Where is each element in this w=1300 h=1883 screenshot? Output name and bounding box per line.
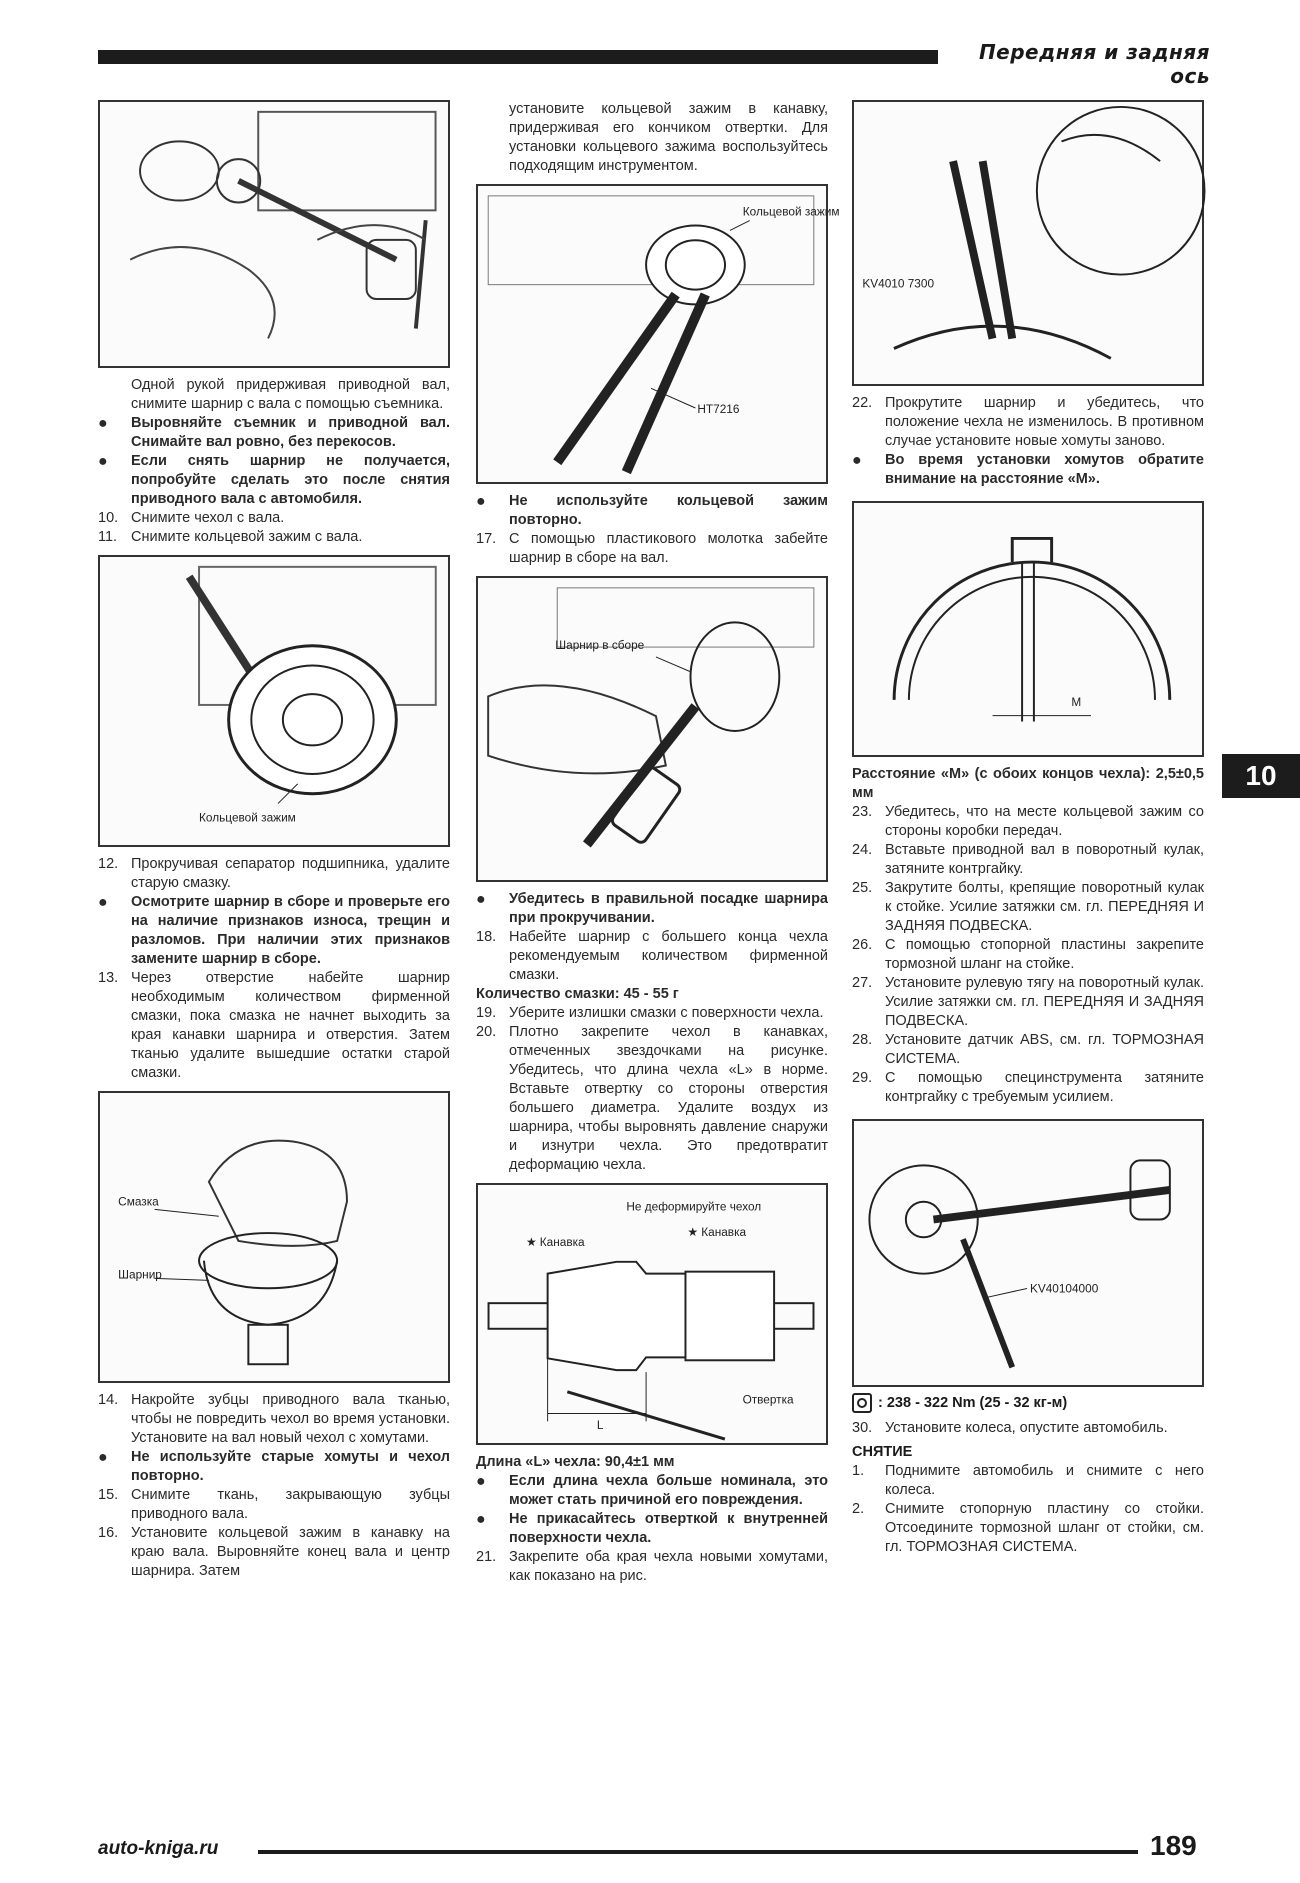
step-19: 19. Уберите излишки смазки с поверхности чехла.	[476, 1005, 824, 1021]
step-17: 17. С помощью пластикового молотка забейте шарнир в сборе на вал.	[476, 531, 828, 566]
step-27: 27. Установите рулевую тягу на поворотный кулак. Усилие затяжки см. гл. ПЕРЕДНЯЯ И ЗАДНЯЯ ПОДВЕСКА.	[852, 975, 1204, 1029]
grease-quantity: Количество смазки: 45 - 55 г	[476, 986, 679, 1002]
note-screwdriver: ● Не прикасайтесь отверткой к внутренней поверхности чехла.	[476, 1511, 828, 1546]
step-20: 20. Плотно закрепите чехол в канавках, отмеченных звездочками на рисунке. Убедитесь, что длина чехла «L» в норме. Вставьте отвертку со стороны отверстия большего диаметра. Удалите воздух из шарнира, чтобы выровнять давление снаружи и изнутри чехла. Это предотвратит деформацию чехла.	[476, 1024, 828, 1173]
figure-grease	[98, 1091, 450, 1383]
step-12: 12. Прокручивая сепаратор подшипника, удалите старую смазку.	[98, 856, 450, 891]
figure-hammer	[476, 576, 828, 882]
ring-clamp-label: Кольцевой зажим	[199, 810, 296, 825]
joint-label: Шарнир	[118, 1267, 162, 1282]
figure-boot-length	[476, 1183, 828, 1445]
snap-ring-label: Кольцевой зажим	[742, 204, 840, 219]
step-15: 15. Снимите ткань, закрывающую зубцы приводного вала.	[98, 1487, 450, 1522]
removal-heading: СНЯТИЕ	[852, 1444, 913, 1460]
note-no-reuse-clamp: ● Не используйте кольцевой зажим повторно.	[476, 493, 828, 528]
boot-length-diagram	[478, 1185, 826, 1443]
chapter-tab[interactable]: 10	[1222, 754, 1300, 798]
no-deform-label: Не деформируйте чехол	[626, 1199, 762, 1214]
step-25: 25. Закрутите болты, крепящие поворотный кулак к стойке. Усилие затяжки см. гл. ПЕРЕДНЯЯ И ЗАДНЯЯ ПОДВЕСКА.	[852, 880, 1204, 934]
column-2	[476, 100, 840, 1586]
step-21: 21. Закрепите оба края чехла новыми хомутами, как показано на рис.	[476, 1549, 828, 1584]
tool-kv4010-label: KV4010 7300	[862, 276, 935, 291]
removal-step-1: 1. Поднимите автомобиль и снимите с него колеса.	[852, 1463, 1204, 1498]
note-no-reuse: ● Не используйте старые хомуты и чехол повторно.	[98, 1449, 450, 1484]
step-24: 24. Вставьте приводной вал в поворотный кулак, затяните контргайку.	[852, 842, 1204, 877]
tool-ht7216-label: HT7216	[697, 401, 740, 416]
footer-site[interactable]: auto-kniga.ru	[98, 1838, 219, 1859]
hammer-illustration	[478, 578, 826, 880]
step-23: 23. Убедитесь, что на месте кольцевой зажим со стороны коробки передач.	[852, 804, 1204, 839]
step-13: 13. Через отверстие набейте шарнир необходимым количеством фирменной смазки, пока смазка не начнет выходить за края канавки шарнира и отверстия. Затем тканью удалите вышедшие остатки старой смазки.	[98, 970, 450, 1081]
screwdriver-label: Отвертка	[742, 1392, 794, 1407]
removal-step-2: 2. Снимите стопорную пластину со стойки. Отсоедините тормозной шланг от стойки, см. гл. ТОРМОЗНАЯ СИСТЕМА.	[852, 1501, 1204, 1555]
length-l-label: L	[596, 1418, 604, 1433]
figure-band-tool	[852, 100, 1204, 386]
boot-length: Длина «L» чехла: 90,4±1 мм	[476, 1454, 675, 1470]
column-3	[852, 100, 1204, 1557]
step-10: 10. Снимите чехол с вала.	[98, 510, 285, 526]
tool-kv40104000-label: KV40104000	[1029, 1281, 1099, 1296]
step-16-continued: установите кольцевой зажим в канавку, придерживая его кончиком отвертки. Для установки кольцевого зажима воспользуйтесь подходящим инструментом.	[509, 101, 828, 174]
figure-puller	[98, 100, 450, 368]
grease-label: Смазка	[118, 1194, 159, 1209]
grease-illustration	[100, 1093, 448, 1381]
step-16: 16. Установите кольцевой зажим в канавку на краю вала. Выровняйте конец вала и центр шарнира. Затем	[98, 1525, 450, 1579]
note-remove-later: ● Если снять шарнир не получается, попробуйте сделать это после снятия приводного вала с автомобиля.	[98, 453, 450, 507]
puller-illustration	[100, 102, 448, 366]
step-30: 30. Установите колеса, опустите автомобиль.	[852, 1420, 1168, 1436]
footer-rule	[258, 1850, 1138, 1854]
torque-wrench-icon	[852, 1393, 872, 1413]
groove-label-2: ★ Канавка	[687, 1225, 747, 1240]
column-1	[98, 100, 450, 1581]
note-boot-length: ● Если длина чехла больше номинала, это может стать причиной его повреждения.	[476, 1473, 828, 1508]
ring-clamp-illustration	[100, 557, 448, 845]
distance-m-diagram	[854, 503, 1202, 755]
section-title: Передняя и задняя ось	[978, 40, 1210, 88]
header-rule	[98, 50, 938, 64]
step-22: 22. Прокрутите шарнир и убедитесь, что положение чехла не изменилось. В противном случае установите новые хомуты заново.	[852, 395, 1204, 449]
figure-ring-clamp	[98, 555, 450, 847]
note-band-distance: ● Во время установки хомутов обратите внимание на расстояние «М».	[852, 452, 1204, 487]
step-11: 11. Снимите кольцевой зажим с вала.	[98, 529, 363, 545]
distance-m-label: M	[1071, 694, 1082, 709]
distance-m-spec: Расстояние «М» (с обоих концов чехла): 2,5±0,5 мм	[852, 766, 1204, 801]
band-tool-illustration	[854, 102, 1202, 384]
note-seat-check: ● Убедитесь в правильной посадке шарнира при прокручивании.	[476, 891, 828, 926]
note-inspect: ● Осмотрите шарнир в сборе и проверьте его на наличие признаков износа, трещин и разломов. При наличии этих признаков замените шарнир в сборе.	[98, 894, 450, 967]
snap-ring-pliers-illustration	[478, 186, 840, 482]
figure-distance-m	[852, 501, 1204, 757]
step-28: 28. Установите датчик ABS, см. гл. ТОРМОЗНАЯ СИСТЕМА.	[852, 1032, 1204, 1067]
figure-torque-wrench	[852, 1119, 1204, 1387]
step-14: 14. Накройте зубцы приводного вала тканью, чтобы не повредить чехол во время установки. Установите на вал новый чехол с хомутами.	[98, 1392, 450, 1446]
figure-snap-ring-pliers	[476, 184, 840, 484]
step-26: 26. С помощью стопорной пластины закрепите тормозной шланг на стойке.	[852, 937, 1204, 972]
torque-spec: : 238 - 322 Nm (25 - 32 кг-м)	[852, 1393, 1204, 1413]
page-number: 189	[1150, 1830, 1197, 1861]
note-align: ● Выровняйте съемник и приводной вал. Снимайте вал ровно, без перекосов.	[98, 415, 450, 450]
torque-wrench-illustration	[854, 1121, 1202, 1385]
step-intro: Одной рукой придерживая приводной вал, снимите шарнир с вала с помощью съемника.	[131, 377, 450, 412]
joint-assembly-label: Шарнир в сборе	[555, 638, 645, 653]
groove-label-1: ★ Канавка	[525, 1235, 585, 1250]
step-29: 29. С помощью специнструмента затяните контргайку с требуемым усилием.	[852, 1070, 1204, 1105]
step-18: 18. Набейте шарнир с большего конца чехла рекомендуемым количеством фирменной смазки.	[476, 929, 828, 983]
